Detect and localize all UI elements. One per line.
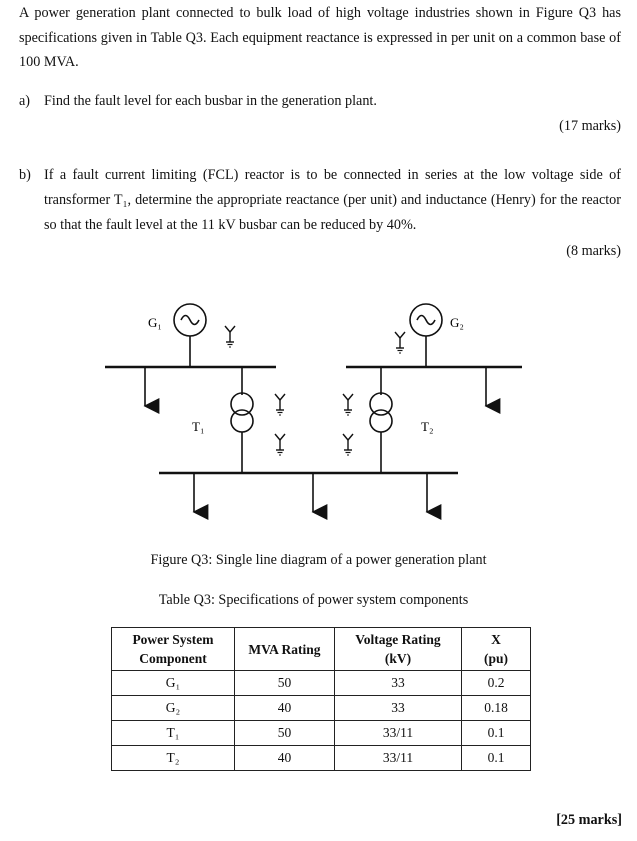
- table-cell: 33/11: [335, 746, 462, 771]
- table-cell: 0.2: [462, 671, 531, 696]
- t1-hv-grounding-icon: [275, 394, 285, 415]
- part-a-marks: (17 marks): [559, 118, 621, 134]
- header-mva: MVA Rating: [235, 628, 335, 671]
- table-cell: 40: [235, 696, 335, 721]
- table-caption: Table Q3: Specifications of power system components: [158, 592, 469, 608]
- table-cell: 0.18: [462, 696, 531, 721]
- single-line-diagram: [0, 290, 637, 530]
- header-voltage: Voltage Rating (kV): [335, 628, 462, 671]
- table-cell: 0.1: [462, 721, 531, 746]
- header-x: X (pu): [462, 628, 531, 671]
- part-b-text: If a fault current limiting (FCL) reactor is to be connected in series at the low voltage side of transformer T₁, determine the appropriate reactance (per unit) and inductance (Henry) for the reactor so that the fault level at the 11 kV busbar can be reduced by 40%.: [44, 167, 621, 233]
- part-b-label: b): [19, 167, 31, 183]
- table-cell: 33/11: [335, 721, 462, 746]
- t1-lv-grounding-icon: [275, 434, 285, 455]
- intro-paragraph: A power generation plant connected to bulk load of high voltage industries shown in Figure Q3 has specifications given in Table Q3. Each equipment reactance is expressed in per unit on a common base of 100 MVA.: [19, 5, 621, 70]
- t2-lv-grounding-icon: [343, 434, 353, 455]
- transformer-t2: [343, 367, 392, 472]
- table-cell: 0.1: [462, 746, 531, 771]
- part-b-marks: (8 marks): [566, 243, 621, 259]
- figure-caption: Figure Q3: Single line diagram of a power generation plant: [150, 552, 487, 568]
- table-cell: 33: [335, 696, 462, 721]
- table-row: [112, 721, 531, 746]
- table-header-row: [112, 628, 531, 671]
- table-cell: 50: [235, 671, 335, 696]
- spec-table: [111, 627, 531, 771]
- table-row: [112, 746, 531, 771]
- generator-g1: [174, 304, 235, 366]
- label-g1: G₁: [148, 315, 162, 330]
- table-row: [112, 671, 531, 696]
- table-cell: 40: [235, 746, 335, 771]
- table-cell: 33: [335, 671, 462, 696]
- table-cell: G₂: [112, 696, 235, 721]
- t2-hv-grounding-icon: [343, 394, 353, 415]
- total-marks: [25 marks]: [556, 812, 622, 828]
- table-cell: 50: [235, 721, 335, 746]
- table-cell: T₂: [112, 746, 235, 771]
- g2-grounding-icon: [395, 332, 405, 353]
- header-component: Power System Component: [112, 628, 235, 671]
- part-a-label: a): [19, 93, 31, 109]
- table-cell: T₁: [112, 721, 235, 746]
- table-row: [112, 696, 531, 721]
- g1-grounding-icon: [225, 326, 235, 347]
- table-cell: G₁: [112, 671, 235, 696]
- part-a-text: Find the fault level for each busbar in the generation plant.: [44, 93, 377, 109]
- label-t2: T₂: [421, 419, 434, 434]
- label-t1: T₁: [192, 419, 205, 434]
- generator-g2: [395, 304, 442, 366]
- label-g2: G₂: [450, 315, 464, 330]
- transformer-t1: [231, 367, 285, 472]
